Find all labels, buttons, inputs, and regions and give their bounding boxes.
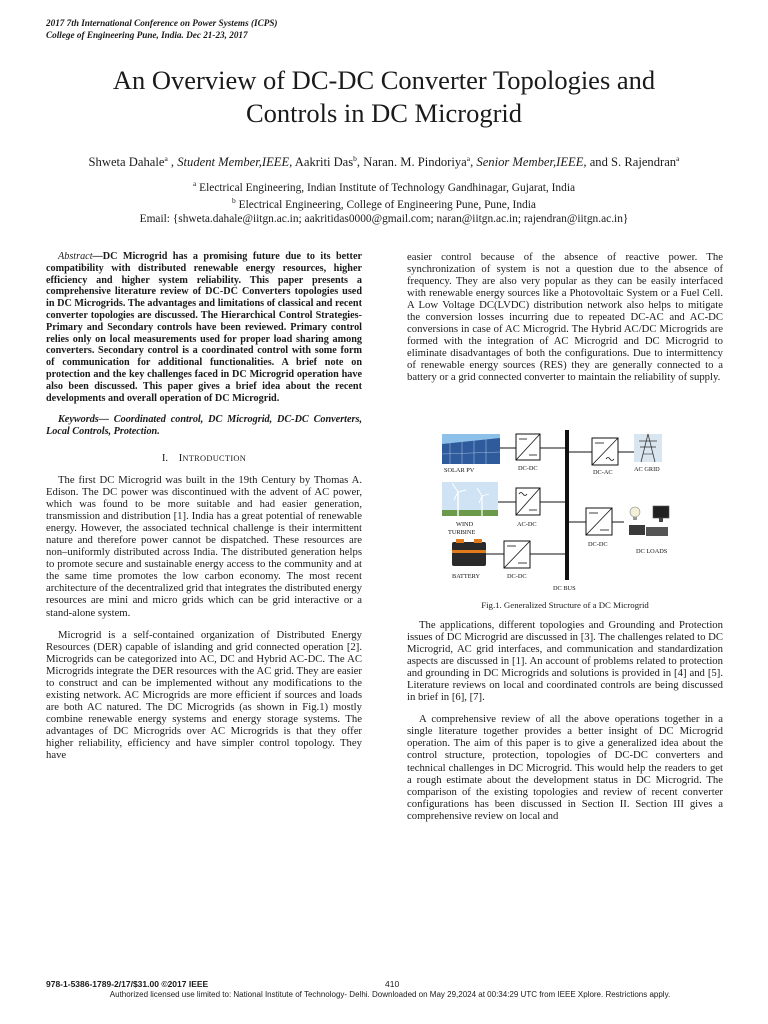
footer-page-number: 410 <box>385 979 400 989</box>
solar-pv-label: SOLAR PV <box>444 467 475 474</box>
battery-label: BATTERY <box>452 573 480 580</box>
wind-label-1: WIND <box>456 521 474 528</box>
section-heading-introduction <box>46 452 362 465</box>
left-column <box>46 251 362 761</box>
affiliation-b-sup: b <box>232 196 236 205</box>
keywords-label: Keywords <box>58 414 99 426</box>
right-paragraph-1: easier control because of the absence of reactive power. The synchronization of system is not a question due to the absence of frequency. They are also very popular as they can be easily interfaced with renewable energy sources like a Photovoltaic System or a Fuel Cell. A Low Voltage DC(LVDC) distribution network also helps to mitigate the conversion losses incurring due to repeated DC-AC and AC-DC conversions in case of AC Microgrid. The Hybrid AC/DC Microgrids are formed with the integration of AC Microgrid and DC Microgrid to eliminate disadvantages of both the configurations. Due to intermittency of renewable energy sources (RES) they are generally connected to a battery or a grid connected converter to maintain the reliability of supply. <box>407 251 723 384</box>
dc-loads-label: DC LOADS <box>636 548 668 555</box>
dcdc-converter-2-icon <box>586 508 612 535</box>
dc-loads-icon <box>629 506 669 536</box>
abstract-text: —DC Microgrid has a promising future due to its better compatibility with distributed renewable energy resources, higher efficiency and higher system reliability. This paper presents a comprehensive literature review of DC-DC Converters topologies used in DC Microgrids. The advantages and limitations of classical and recent converter topologies are discussed. The Hierarchical Control Strategies-Primary and Secondary controls have been reviewed. Primary control relies only on local measurements used for proper load sharing among converters. Secondary control is a coordinated control with some form of communication for additional functionalities. A brief note on protection and the key challenges faced in DC Microgrid operation have also been discussed. This paper gives a brief idea about the recent developments and overall operation of DC Microgrid. <box>46 251 362 404</box>
section-rest: NTRODUCTION <box>182 453 247 463</box>
footer-license: Authorized licensed use limited to: National Institute of Technology- Delhi. Downloaded on May 29,2024 at 00:34:29 UTC from IEEE Xplore. Restrictions apply. <box>109 990 671 999</box>
abstract-label: Abstract <box>58 251 93 262</box>
affiliation-b-text: Electrical Engineering, College of Engineering Pune, Pune, India <box>238 198 536 211</box>
dcdc-converter-3-icon <box>504 541 530 568</box>
figure-caption: Fig.1. Generalized Structure of a DC Microgrid <box>481 600 649 610</box>
affiliation-a-sup: a <box>192 179 197 188</box>
author-1-name: Shweta Dahale <box>88 155 165 170</box>
intro-paragraph-2: Microgrid is a self-contained organization of Distributed Energy Resources (DER) capable of islanding and grid connected operation [2]. Microgrids can be categorized into AC, DC and Hybrid AC-DC. The AC Microgrids integrate the DER resources with the AC grid. They are easier to construct and can be implemented without any modifications to the existing network. AC Microgrids are more efficient if sources and loads are both AC natured. The DC Microgrids (as shown in Fig.1) mostly combine renewable energy systems and energy storage systems. The advantages of DC Microgrids over AC Microgrids is that they offer higher reliability, efficiency and have simpler control topology. They have <box>46 628 362 762</box>
dcdc-1-label: DC-DC <box>518 465 538 472</box>
acdc-converter-icon <box>516 488 540 515</box>
section-number: I. <box>161 451 169 464</box>
author-4: and S. Rajendran <box>589 155 677 170</box>
dc-bus-label: DC BUS <box>553 585 576 592</box>
author-emails: Email: {shweta.dahale@iitgn.ac.in; aakritidas0000@gmail.com; naran@iitgn.ac.in; rajendran@iitgn.ac.in} <box>139 213 629 225</box>
author-3-sup: a <box>466 154 471 163</box>
dcac-converter-icon <box>592 438 618 465</box>
author-list: Shweta Dahale$^a$ , Student Member,IEEE, Aakriti Das$^b$, Naran. M. Pindoriya$^a$, Senior Member,IEEE, and S. Rajendran$^a$ <box>88 154 680 170</box>
title-line-2: Controls in DC Microgrid <box>245 98 523 128</box>
author-3-name: Naran. M. Pindoriya <box>363 155 467 170</box>
keywords-text: — Coordinated control, DC Microgrid, DC-DC Converters, Local Controls, Protection. <box>46 414 362 438</box>
acdc-label: AC-DC <box>517 521 537 528</box>
conference-header <box>46 17 278 41</box>
author-3-role: Senior Member,IEEE, <box>476 155 587 170</box>
right-paragraph-3: A comprehensive review of all the above operations together in a single literature together provides a better insight of DC Microgrid operation. The aim of this paper is to give a generalized idea about the control structure, protection, topologies of DC-DC converters and technical challenges in DC Microgrid. This would help the readers to get a rough estimate about the development status in DC Microgrid. The comparison of the existing topologies and review of recent converter configurations has been discussed in Section II. Section III gives a comprehensive review on local and <box>407 713 723 822</box>
right-column-bottom <box>407 619 723 822</box>
dc-microgrid-figure <box>440 430 680 596</box>
affiliation-b <box>20 194 748 212</box>
ac-grid-label: AC GRID <box>634 466 660 473</box>
dcac-label: DC-AC <box>593 469 613 476</box>
dcdc-converter-1-icon <box>516 434 540 460</box>
dcdc-2-label: DC-DC <box>588 541 608 548</box>
solar-pv-icon <box>442 434 500 464</box>
battery-icon <box>452 539 486 566</box>
right-paragraph-2: The applications, different topologies and Grounding and Protection issues of DC Microgrid are discussed in [3]. The challenges related to DC Microgrid, AC grid interfaces, and communication and standardization aspects are discussed in [1]. An account of problems related to protection and grounding in DC Microgrids and solutions is provided in [4] and [5]. Literature reviews on local and coordinated controls are being discussed in brief in [6], [7]. <box>407 619 723 704</box>
wind-label-2: TURBINE <box>448 529 476 536</box>
section-first-letter: I <box>178 451 183 464</box>
affiliation-a-text: Electrical Engineering, Indian Institute of Technology Gandhinagar, Gujarat, India <box>199 181 576 194</box>
keywords <box>46 414 362 438</box>
wind-turbine-icon <box>442 482 498 516</box>
author-4-sup: a <box>676 154 680 163</box>
right-column-top <box>407 251 723 384</box>
intro-paragraph-1: The first DC Microgrid was built in the 19th Century by Thomas A. Edison. The DC power was discontinued with the advent of AC power, which was found to be more suitable and had easier generation, transmission and distribution [1]. India has a great potential of renewable energy. However, the associated technical challenge is their intermittent nature and therefore power cannot be dispatched. These resources are non–uniformly distributed across India. The distributed generation helps to promote secure and sustainable energy access to the community and at the same time promotes the low carbon economy. The most recent architecture of the decentralized grid that integrates the distributed energy resources are mini and micro grids which can be grid interactive or a stand-alone system. <box>46 474 362 619</box>
conference-line: 2017 7th International Conference on Power Systems (ICPS) <box>46 18 278 28</box>
affiliation-a <box>20 177 748 195</box>
venue-line: College of Engineering Pune, India. Dec 21-23, 2017 <box>46 30 248 40</box>
author-2-sup: b <box>353 154 357 163</box>
author-1-role: Student Member,IEEE, <box>177 155 293 170</box>
abstract <box>46 251 362 404</box>
paper-title <box>40 64 728 130</box>
author-1-sup: a <box>164 154 168 163</box>
dc-bus-line <box>565 430 569 580</box>
title-line-1: An Overview of DC-DC Converter Topologies and <box>112 65 656 95</box>
ac-grid-tower-icon <box>634 434 662 462</box>
dcdc-3-label: DC-DC <box>507 573 527 580</box>
footer-isbn: 978-1-5386-1789-2/17/$31.00 ©2017 IEEE <box>46 979 209 989</box>
author-2-name: Aakriti Das <box>294 155 354 170</box>
